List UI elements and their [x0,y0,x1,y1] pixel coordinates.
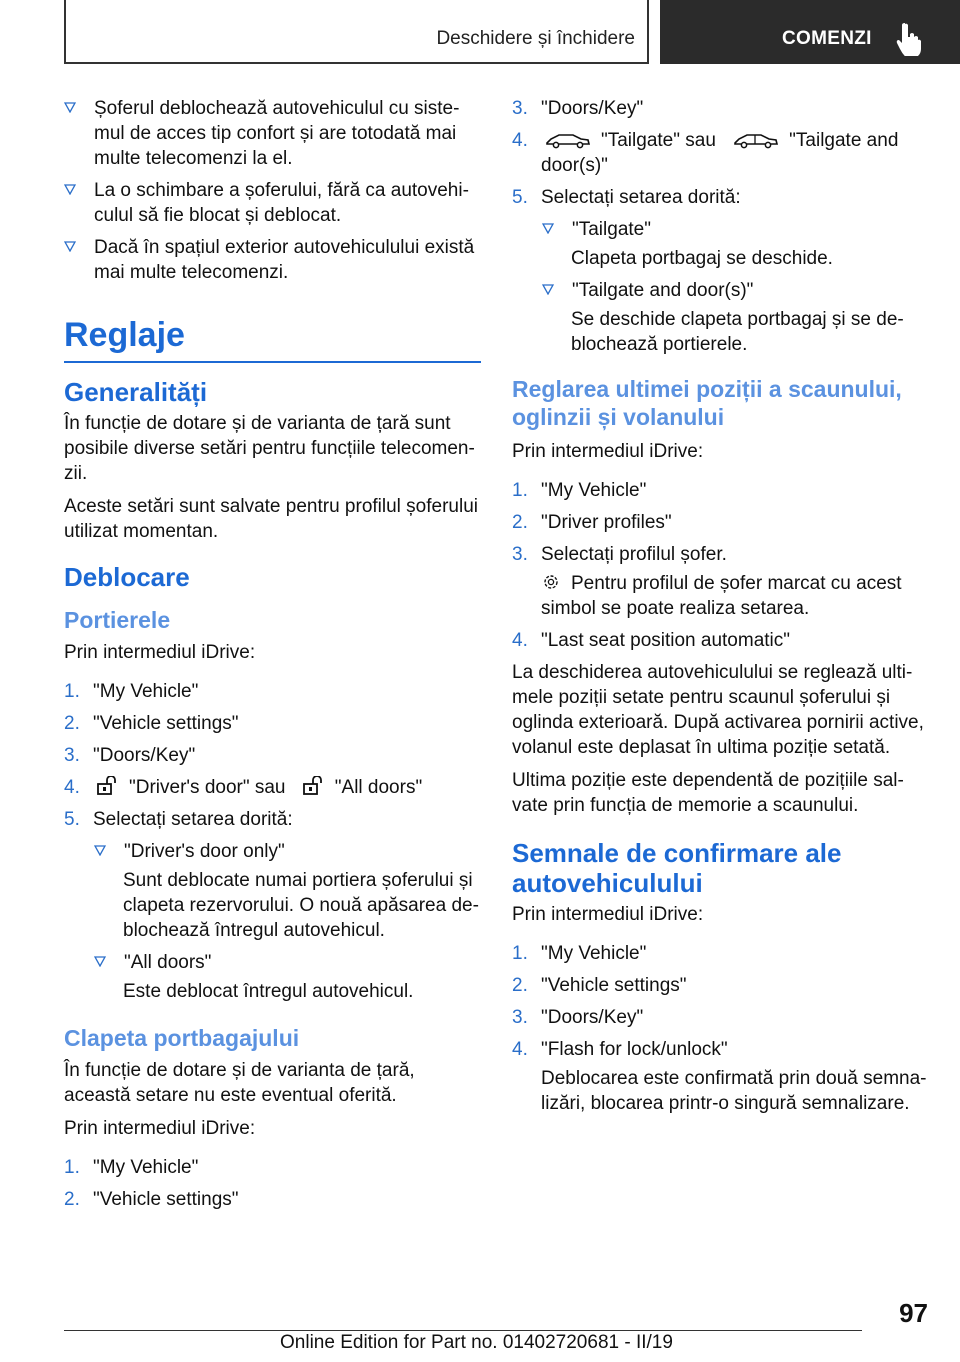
step-text: Selectați setarea dorită: [541,187,741,208]
step-number: 4. [512,130,528,151]
option-description: Clapeta portbagaj se deschide. [571,248,833,269]
list-item [64,1187,481,1212]
triangle-bullet-icon [94,956,106,967]
step-number: 3. [64,745,80,766]
list-item [512,96,927,121]
heading-semnale-de-confirmare: Semnale de confirmare ale autovehiculului [512,838,842,898]
list-item [94,950,481,975]
list-item [512,478,927,503]
list-item [94,839,481,864]
header-section-box [64,0,649,64]
step-number: 4. [512,1039,528,1060]
list-item [64,1155,481,1180]
paragraph: Ultima poziție este dependentă de pozițiile sal-vate prin funcția de memorie a scaunului. [512,770,904,816]
triangle-bullet-icon [542,284,554,295]
option-description: Se deschide clapeta portbagaj și se de-blochează portierele. [571,309,904,355]
step-text: "Vehicle settings" [93,713,239,734]
step-number: 2. [64,1189,80,1210]
paragraph: În funcție de dotare și de varianta de țară sunt posibile diverse setări pentru funcțiile telecomen-zii. [64,413,475,484]
option-label: "Driver's door only" [124,841,285,862]
chapter-label: COMENZI [782,28,872,49]
step-text: Selectați setarea dorită: [93,809,293,830]
header-chapter-tab[interactable] [660,0,960,64]
option-description: Sunt deblocate numai portiera șoferului și clapeta rezervorului. O nouă apăsarea de-blochează întregul autovehicul. [123,870,479,941]
right-column [512,96,927,1123]
unlock-icon [303,776,325,796]
page-number: 97 [899,1298,928,1328]
paragraph: Prin intermediul iDrive: [512,441,704,462]
list-item [512,185,927,210]
list-item [64,807,481,832]
triangle-bullet-icon [64,241,76,252]
pointing-hand-icon [896,22,922,56]
paragraph: În funcție de dotare și de varianta de țară, această setare nu este eventual oferită. [64,1060,415,1106]
bullet-text: Dacă în spațiul exterior autovehiculului există mai multe telecomenzi. [94,237,475,283]
heading-portierele: Portierele [64,607,171,633]
step-number: 2. [512,512,528,533]
step-number: 2. [64,713,80,734]
step-text: "Tailgate" sau [601,130,716,151]
list-item [64,178,481,228]
footer-divider [64,1330,862,1331]
step-text: "Doors/Key" [93,745,196,766]
list-item [512,510,927,535]
step-text: Selectați profilul șofer. [541,544,727,565]
step-text: "Last seat position automatic" [541,630,791,651]
option-description: Este deblocat întregul autovehicul. [123,981,414,1002]
step-text: "Vehicle settings" [93,1189,239,1210]
paragraph: Prin intermediul iDrive: [64,1118,256,1139]
step-text: "My Vehicle" [93,1157,199,1178]
step-text: "Vehicle settings" [541,975,687,996]
list-item [512,973,927,998]
list-item [542,217,927,242]
list-item [64,743,481,768]
section-title: Deschidere și închidere [436,28,635,49]
triangle-bullet-icon [542,223,554,234]
step-text: "Tailgate and door(s)" [541,130,899,176]
step-text: "Driver's door" sau [129,777,286,798]
step-text: "Driver profiles" [541,512,672,533]
flash-note: Deblocarea este confirmată prin două semna-lizări, blocarea printr-o singură semnalizare. [541,1068,927,1114]
step-text: "My Vehicle" [541,943,647,964]
step-number: 1. [512,480,528,501]
option-label: "Tailgate and door(s)" [572,280,754,301]
list-item [512,542,927,567]
list-item [512,1005,927,1030]
step-text: "Flash for lock/unlock" [541,1039,728,1060]
heading-reglarea-ultimei-pozitii: Reglarea ultimei poziții a scaunului, oglinzii și volanului [512,376,902,430]
step-number: 1. [512,943,528,964]
triangle-bullet-icon [94,845,106,856]
list-item [64,679,481,704]
list-item [512,128,927,178]
step-text: "My Vehicle" [93,681,199,702]
list-item [64,711,481,736]
list-item [64,775,481,800]
step-number: 4. [512,630,528,651]
unlock-icon [97,776,119,796]
paragraph: Prin intermediul iDrive: [512,904,704,925]
triangle-bullet-icon [64,184,76,195]
heading-reglaje: Reglaje [64,315,481,363]
profile-note [512,571,927,621]
list-item [64,235,481,285]
step-text: "Doors/Key" [541,98,644,119]
footer-edition: Online Edition for Part no. 01402720681 - II/19 [280,1332,673,1353]
list-item [512,941,927,966]
step-number: 3. [512,1007,528,1028]
step-number: 3. [512,544,528,565]
heading-clapeta-portbagajului: Clapeta portbagajului [64,1025,300,1051]
paragraph: Aceste setări sunt salvate pentru profilul șoferului utilizat momentan. [64,496,478,542]
step-number: 4. [64,777,80,798]
bullet-text: La o schimbare a șoferului, fără ca autovehi-culul să fie blocat și deblocat. [94,180,469,226]
triangle-bullet-icon [64,102,76,113]
heading-deblocare: Deblocare [64,562,190,592]
bullet-text: Șoferul deblochează autovehiculul cu siste-mul de acces tip confort și are totodată mai multe telecomenzi la el. [94,98,460,169]
profile-note-text: Pentru profilul de șofer marcat cu acest simbol se poate realiza setarea. [541,573,902,619]
step-number: 5. [64,809,80,830]
list-item [512,628,927,653]
list-item [64,96,481,171]
step-text: "My Vehicle" [541,480,647,501]
car-tailgate-icon [545,131,591,149]
step-number: 5. [512,187,528,208]
option-label: "Tailgate" [572,219,651,240]
left-column [64,96,481,1219]
gear-icon [541,572,561,592]
step-number: 3. [512,98,528,119]
step-number: 2. [512,975,528,996]
step-number: 1. [64,1157,80,1178]
list-item [542,278,927,303]
heading-generalitati: Generalități [64,377,208,407]
paragraph: La deschiderea autovehiculului se reglează ulti-mele poziții setate pentru scaunul șoferului și oglinda exterioară. După activarea pornirii active, volanul este deplasat în ultima poziție setată. [512,662,924,758]
step-number: 1. [64,681,80,702]
list-item [512,1037,927,1062]
step-text: "Doors/Key" [541,1007,644,1028]
car-tailgate-doors-icon [733,131,779,149]
step-text: "All doors" [334,777,423,798]
option-label: "All doors" [124,952,212,973]
paragraph: Prin intermediul iDrive: [64,642,256,663]
